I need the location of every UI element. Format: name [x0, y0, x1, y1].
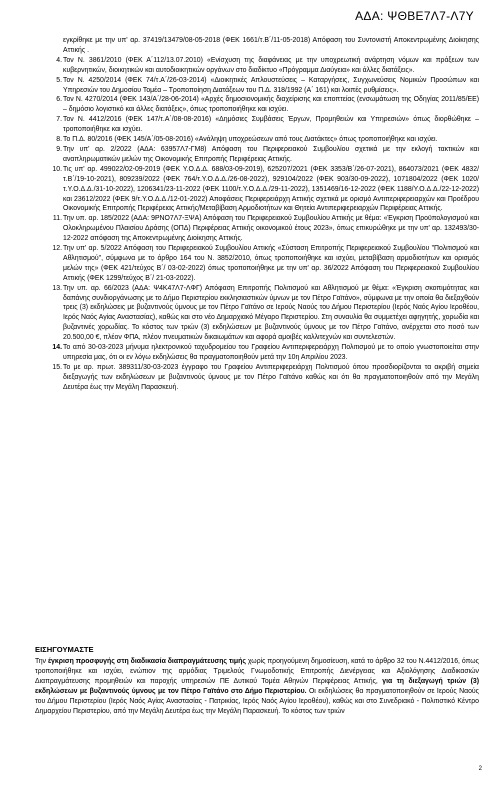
list-item-text: Τον Ν. 3861/2010 (ΦΕΚ Α΄112/13.07.2010) «Ενίσχυση της διαφάνειας με την υποχρεωτική ανάρτηση νόμων και πράξεων των κυβερνητικών, διοικητικών και αυτοδιοικητικών οργάνων στο διαδίκτυο «Πρόγραμμα Διαύγεια» και άλλες διατάξεις». [63, 56, 479, 74]
list-item [52, 165, 479, 215]
ada-code: ΑΔΑ: ΨΘΒΕ7Λ7-Λ7Υ [355, 9, 474, 23]
list-item [55, 145, 479, 165]
proposal-paragraph [35, 657, 479, 716]
list-item-text: Τις υπ' αρ. 499022/02-09-2019 (ΦΕΚ Υ.Ο.Δ.Δ. 688/03-09-2019), 625207/2021 (ΦΕΚ 3353/Β΄/26-07-2021), 864073/2021 (ΦΕΚ 4832/τ.Β΄/19-10-2021), 809239/2022 (ΦΕΚ 764/τ.Υ.Ο.Δ.Δ./26-08-2022), 929104/2022 (ΦΕΚ 903/30-09-2022), 1071804/2022 (ΦΕΚ 1020/τ.Υ.Ο.Δ.Δ./31-10-2022), 1206341/23-11-2022 (ΦΕΚ 1100/τ.Υ.Ο.Δ.Δ./29-11-2022), 1351469/16-12-2022 (ΦΕΚ 1188/Υ.Ο.Δ.Δ./22-12-2022) και 23612/2022 (ΦΕΚ 9/τ.Υ.Ο.Δ.Δ./12-01-2022) Αποφάσεις Περιφερειάρχη Αττικής σχετικά με ορισμό Αντιπεριφερειαρχών και Προέδρου Οικονομικής Επιτροπής Περιφέρειας Αττικής/Μεταβίβαση Αρμοδιοτήτων και Θητεία Αντιπεριφερειαρχών Περιφέρειας Αττικής. [63, 165, 479, 213]
list-item-text: Τον Ν. 4412/2016 (ΦΕΚ 147/τ.Α΄/08-08-2016) «Δημόσιες Συμβάσεις Έργων, Προμηθειών και Υπηρεσιών» όπως διορθώθηκε – τροποποιήθηκε και ισχύει. [63, 116, 479, 134]
list-item [55, 36, 479, 56]
list-item-text: Το από 30-03-2023 μήνυμα ηλεκτρονικού ταχυδρομείου του Γραφείου Αντιπεριφερειάρχη Πολιτισμού με το οποίο γνωστοποιείται στην υπηρεσία μας, ότι οι εν λόγω εκδηλώσεις θα πραγματοποιηθούν μετά την 10η Απριλίου 2023. [63, 344, 479, 361]
proposal-text-start: Την [35, 658, 48, 665]
list-item-text: Τον Ν. 4270/2014 (ΦΕΚ 143/Α΄/28-06-2014) «Αρχές δημοσιονομικής διαχείρισης και εποπτείας (ενσωμάτωση της Οδηγίας 2011/85/ΕΕ) – δημόσιο λογιστικό και άλλες διατάξεις», όπως τροποποιήθηκε και ισχύει. [63, 96, 479, 114]
list-item-text: εγκρίθηκε με την υπ' αρ. 37419/13479/08-05-2018 (ΦΕΚ 1661/τ.Β΄/11-05-2018) Απόφαση του Συντονιστή Αποκεντρωμένης Διοίκησης Αττικής . [63, 37, 479, 54]
list-item-number: 9. [56, 145, 62, 153]
list-item-number: 13. [52, 284, 62, 292]
considerations-list [52, 36, 479, 393]
proposal-bold-text: έγκριση προσφυγής στη διαδικασία διαπραγμάτευσης τιμής [47, 658, 246, 665]
list-item-text: Το Π.Δ. 80/2016 (ΦΕΚ 145/Α΄/05-08-2016) «Ανάληψη υποχρεώσεων από τους Διατάκτες» όπως τροποποιήθηκε και ισχύει. [63, 136, 438, 144]
list-item-number: 10. [52, 165, 62, 173]
list-item-number: 11. [52, 215, 62, 223]
list-item-number: 4. [56, 56, 62, 64]
page-number: 2 [478, 766, 482, 772]
list-item-number: 14. [52, 344, 62, 352]
list-item [52, 244, 479, 284]
list-item-number: 6. [56, 96, 62, 104]
list-item [55, 56, 479, 76]
list-item-number: 5. [56, 76, 62, 84]
list-item [52, 284, 479, 343]
proposal-text-end: Οι εκδηλώσεις θα πραγματοποιηθούν σε Ιερούς Ναούς του Δήμου Περιστερίου (Ιερός Ναός Αγίας Αναστασίας - Πατρικίας, Ιερός Ναός Αγίου Ιεροθέου), καθώς και στο Συνεδριακό - Πολιτιστικό Κέντρο Δημαρχείου Περιστερίου, από την Μεγάλη Δευτέρα έως την Μεγάλη Παρασκευή. Το κόστος των τριών [35, 687, 479, 715]
list-item [52, 363, 479, 393]
list-item-text: Τον Ν. 4250/2014 (ΦΕΚ 74/τ.Α΄/26-03-2014) «Διοικητικές Απλουστεύσεις – Καταργήσεις, Συγχωνεύσεις Νομικών Προσώπων και Υπηρεσιών του Δημοσίου Τομέα – Τροποποίηση Διατάξεων του Π.Δ. 318/1992 (Α΄ 161) και λοιπές ρυθμίσεις». [63, 76, 479, 94]
proposal-text-middle: χωρίς προηγούμενη δημοσίευση, κατά το άρθρο 32 του Ν.4412/2016, όπως τροποποιήθηκε και ισχύει, ενώπιον της αρμόδιας Τριμελούς Γνωμοδοτικής Επιτροπής Διενέργειας και Αξιολόγησης Διαδικασιών Διαπραγμάτευσης προμηθειών και παροχής υπηρεσιών ΠΕ Δυτικού Τομέα Αθηνών Περιφέρειας Αττικής, [35, 658, 479, 685]
list-item [55, 95, 479, 115]
list-item [52, 343, 479, 363]
list-item [55, 135, 479, 145]
list-item [55, 76, 479, 96]
proposal-text [35, 657, 479, 716]
list-item-number: 12. [52, 245, 62, 253]
list-item [52, 214, 479, 244]
proposal-bold-purpose: για τη διεξαγωγή τριών (3) εκδηλώσεων με βυζαντινούς ύμνους με τον Πέτρο Γαϊτάνο στο Δήμο Περιστερίου. [35, 677, 479, 695]
list-item-text: Το με αρ. πρωτ. 389311/30-03-2023 έγγραφο του Γραφείου Αντιπεριφερειάρχη Πολιτισμού όπου προσδιορίζονται τα ακριβή σημεία διεξαγωγής των εκδηλώσεων με βυζαντινούς ύμνους με τον Πέτρο Γαϊτάνο καθώς και ότι θα πραγματοποιηθούν από την Μεγάλη Δευτέρα έως την Μεγάλη Παρασκευή. [63, 363, 479, 391]
list-item-text: Την υπ' αρ. 2/2022 (ΑΔΑ: 63957Λ7-ΓΜ8) Απόφαση του Περιφερειακού Συμβουλίου σχετικά με την εκλογή τακτικών και αναπληρωματικών μελών της Οικονομικής Επιτροπής Περιφέρειας Αττικής. [63, 145, 479, 163]
list-item-text: Την υπ. αρ. 66/2023 (ΑΔΑ: Ψ4Κ47Λ7-ΛΦΓ) Απόφαση Επιτροπής Πολιτισμού και Αθλητισμού με θέμα: «Έγκριση σκοπιμότητας και δαπάνης συνδιοργάνωσης με το Δήμο Περιστερίου εκκλησιαστικών ύμνων με τον Πέτρο Γαϊτάνο», σύμφωνα με την οποία θα διεξαχθούν τρεις (3) εκδηλώσεις με βυζαντινούς ύμνους με τον Πέτρο Γαϊτάνο σε Ιερούς Ναούς του Δήμου Περιστερίου (Ιερός Ναός Αγίου Ιεροθέου, Ιερός Ναός Αγίας Αναστασίας), καθώς και στο νέο Δημαρχιακό Μέγαρο Περιστερίου. Στη συναυλία θα συμμετέχει αφηγητής, χορωδία και βυζαντινές χορωδίας. Το κόστος των τριών (3) εκδηλώσεων με βυζαντινούς ύμνους με τον Πέτρο Γαϊτάνο, ανέρχεται στο ποσό των 20.500,00 €, πλέον ΦΠΑ, πλέον πνευματικών δικαιωμάτων και αφορά αμοιβές καλλιτεχνών και συντελεστών. [63, 284, 479, 342]
list-item-number: 8. [56, 136, 62, 144]
list-item-number: 15. [52, 363, 62, 371]
list-item-text: Την υπ. αρ. 185/2022 (ΑΔΑ: 9ΡΝΟ7Λ7-ΞΨΑ) Απόφαση του Περιφερειακού Συμβουλίου Αττικής με θέμα: «Έγκριση Προϋπολογισμού και Ολοκληρωμένου Πλαισίου Δράσης (ΟΠΔ) Περιφέρειας Αττικής οικονομικού έτους 2023», όπως επικυρώθηκε με την υπ' αρ. 132493/30-12-2022 απόφαση της Αποκεντρωμένης Διοίκησης Αττικής. [63, 215, 479, 243]
list-item [55, 115, 479, 135]
section-heading: ΕΙΣΗΓΟΥΜΑΣΤΕ [35, 645, 94, 654]
list-item-text: Την υπ' αρ. 5/2022 Απόφαση του Περιφερειακού Συμβουλίου Αττικής «Σύσταση Επιτροπής Περιφερειακού Συμβουλίου "Πολιτισμού και Αθλητισμού", σύμφωνα με το άρθρο 164 του Ν. 3852/2010, όπως τροποποιήθηκε και ισχύει, μεταβίβαση αρμοδιοτήτων και ορισμός μελών της» (ΦΕΚ 421/τεύχος Β΄/ 03-02-2022) όπως τροποποιήθηκε με την υπ' αρ. 36/2022 Απόφαση του Περιφερειακού Συμβουλίου Αττικής (ΦΕΚ 1299/τεύχος Β΄/ 21-03-2022). [63, 245, 479, 282]
list-item-number: 7. [56, 116, 62, 124]
